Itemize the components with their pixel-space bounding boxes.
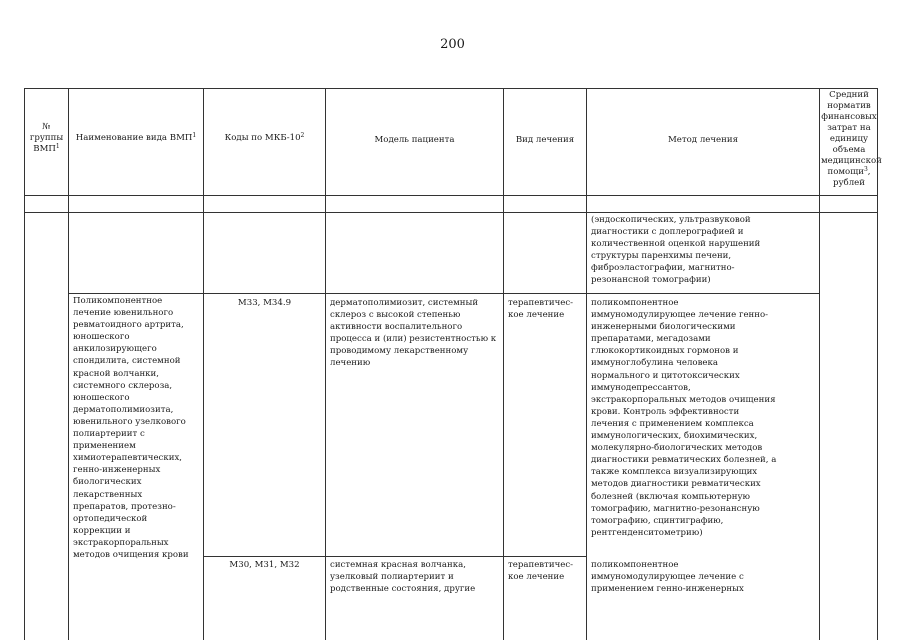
treatment-type-therapeutic: терапевтичес- кое лечение <box>508 298 574 321</box>
header-cost-standard: Средний норматив финансовых затрат на единицу объема медицинской помощи$^3$, рублей <box>821 90 882 188</box>
treatment-method-immunomodulating: поликомпонентное иммуномодулирующее лечение генно- инженерными биологическими препаратами, мегадозами глюкокортикоидных гормонов и иммуноглобулина человека нормального и цитотоксических иммунодепрессантов, экстракорпоральных методов очищения крови. Контроль эффективности лечения с применением комплекса иммунологических, биохимических, молекулярно-биологических методов диагностики ревматических болезней, а также комплекса визуализирующих методов диагностики ревматических болезней (включая компьютерную томографию, магнитно-резонансную томографию, сцинтиграфию, рентгенденситометрию) <box>591 298 777 538</box>
vmp-name-polycomponent: Поликомпонентное лечение ювенильного ревматоидного артрита, юношеского анкилозирующего спондилита, системной красной волчанки, системного склероза, юношеского дерматополимиозита, ювенильного узелкового полиартериит с применением химиотерапевтических, генно-инженерных биологических лекарственных препаратов, протезно- ортопедической коррекции и экстракорпоральных методов очищения крови <box>73 296 189 560</box>
patient-model-dermatopolymyositis: дерматополимиозит, системный склероз с высокой степенью активности воспалительного процесса и (или) резистентностью к проводимому лекарственному лечению <box>330 298 497 369</box>
treatment-method-genetic-engineering: поликомпонентное иммуномодулирующее лечение с применением генно-инженерных <box>591 560 744 595</box>
header-icd-codes: Коды по МКБ-$10^2$ <box>224 132 305 143</box>
continuation-method: (эндоскопических, ультразвуковой диагностики с доплерографией и количественной оценкой нарушений структуры паренхимы печени, фиброэластографии, магнитно- резонансной томографии) <box>591 215 761 286</box>
header-group-number: № группы ВМП$^1$ <box>29 122 64 154</box>
header-treatment-type: Вид лечения <box>515 135 575 145</box>
icd-codes-m33: M33, M34.9 <box>237 298 292 308</box>
page-number: 200 <box>440 37 465 52</box>
treatment-type-therapeutic-2: терапевтичес- кое лечение <box>508 560 574 583</box>
patient-model-lupus: системная красная волчанка, узелковый полиартериит и родственные состояния, другие <box>330 560 476 595</box>
header-vmp-name: Наименование вида ВМП$^1$ <box>75 132 197 143</box>
header-treatment-method: Метод лечения <box>667 135 739 145</box>
icd-codes-m30: M30, M31, M32 <box>229 560 300 570</box>
header-patient-model: Модель пациента <box>374 135 455 145</box>
